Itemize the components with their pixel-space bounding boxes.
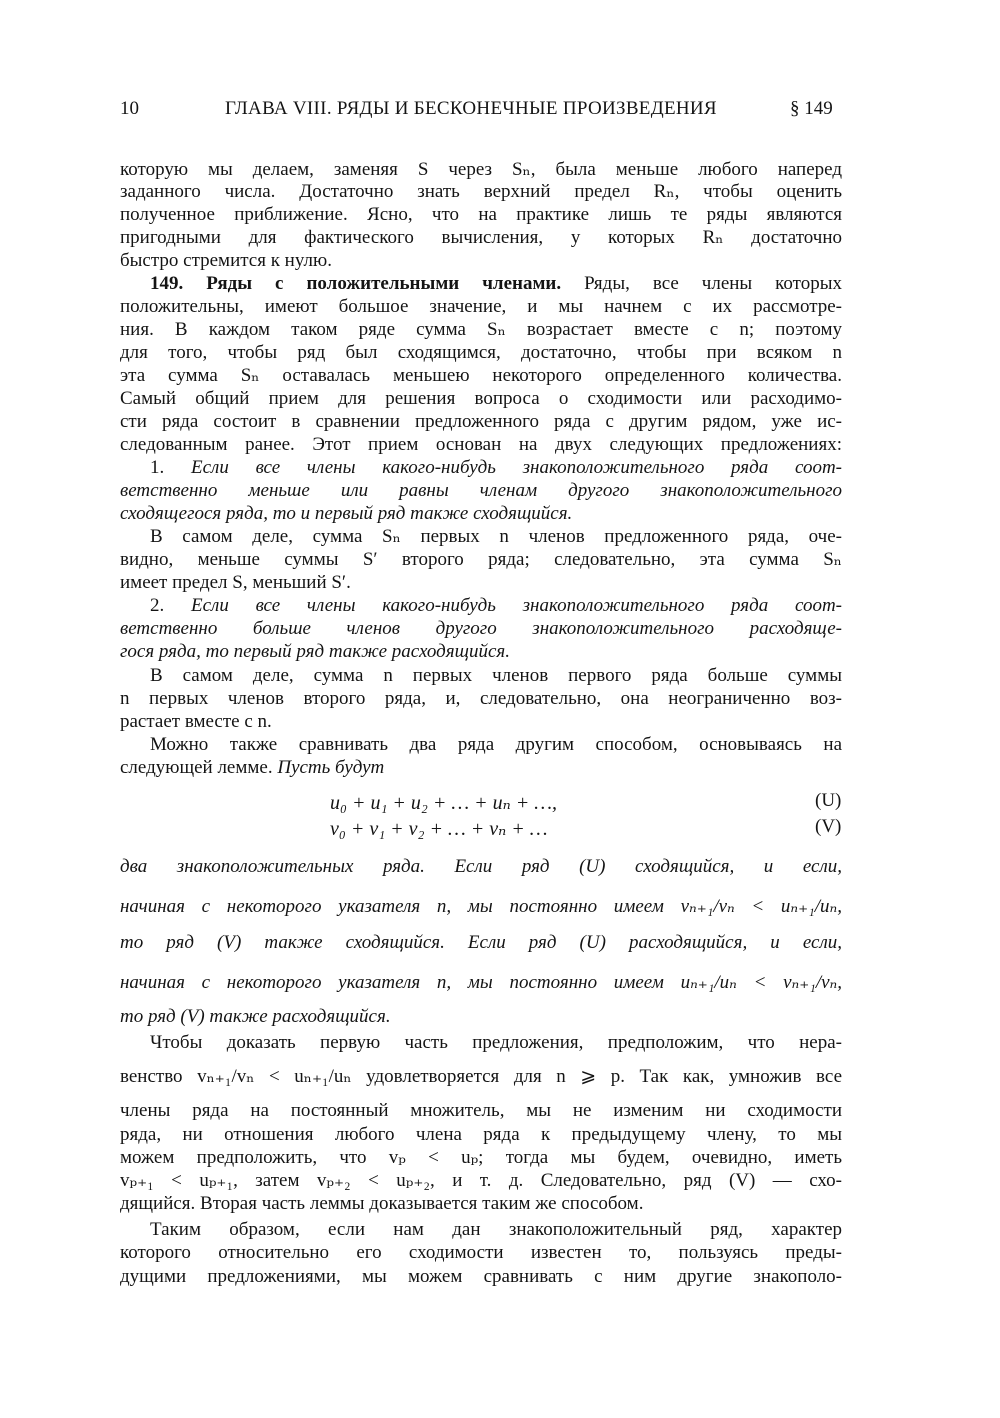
text-segment: видно, меньше суммы S′ второго ряда; следовательно, эта сумма Sₙ xyxy=(120,549,842,570)
italic-text: сходящегося ряда, то и первый ряд также сходящийся. xyxy=(120,503,573,524)
page-number: 10 xyxy=(120,98,139,119)
italic-text: гося ряда, то первый ряд также расходящийся. xyxy=(120,641,510,662)
text-segment: заданного числа. Достаточно знать верхний предел Rₙ, чтобы оценить xyxy=(120,181,842,202)
text-segment: пригодными для фактического вычисления, у которых Rₙ достаточно xyxy=(120,227,842,248)
text-segment: ряда, ни отношения любого члена ряда к предыдущему члену, то мы xyxy=(120,1124,842,1145)
italic-text: начиная с некоторого указателя n, мы постоянно имеем vₙ₊₁/vₙ < uₙ₊₁/uₙ, xyxy=(120,896,842,917)
text-line xyxy=(150,1030,842,1056)
equation-label-v: (V) xyxy=(815,816,842,837)
text-segment: следующей лемме. xyxy=(120,757,278,778)
text-segment: эта сумма Sₙ оставалась меньшею некоторого определенного количества. xyxy=(120,365,842,386)
chapter-title: ГЛАВА VIII. РЯДЫ И БЕСКОНЕЧНЫЕ ПРОИЗВЕДЕНИЯ xyxy=(225,98,717,119)
text-segment: можем предположить, что vₚ < uₚ; тогда мы будем, очевидно, иметь xyxy=(120,1147,842,1168)
text-segment: дущими предложениями, мы можем сравнивать с ним другие знакополо- xyxy=(120,1266,842,1287)
text-segment: Таким образом, если нам дан знакоположительный ряд, характер xyxy=(150,1219,842,1240)
text-segment: Чтобы доказать первую часть предложения, предположим, что нера- xyxy=(150,1032,842,1053)
italic-text: два знакоположительных ряда. Если ряд (U) сходящийся, и если, xyxy=(120,856,842,877)
equation-label-u: (U) xyxy=(815,790,842,811)
text-line xyxy=(120,894,842,920)
text-segment: следованным ранее. Этот прием основан на двух следующих предложениях: xyxy=(120,434,842,455)
text-segment: Ряды, все члены которых xyxy=(561,273,842,294)
text-segment: которого относительно его сходимости известен то, пользуясь преды- xyxy=(120,1242,842,1263)
italic-text: то ряд (V) также сходящийся. Если ряд (U) расходящийся, и если, xyxy=(120,932,842,953)
equation-u: u₀ + u₁ + u₂ + … + uₙ + …, xyxy=(330,792,558,814)
text-segment: В самом деле, сумма Sₙ первых n членов предложенного ряда, оче- xyxy=(150,526,842,547)
text-segment: растает вместе с n. xyxy=(120,711,272,732)
text-line xyxy=(120,854,842,880)
text-line xyxy=(120,1004,842,1030)
italic-text: начиная с некоторого указателя n, мы постоянно имеем uₙ₊₁/uₙ < vₙ₊₁/vₙ, xyxy=(120,972,842,993)
italic-text: Пусть будут xyxy=(277,757,385,778)
text-segment: члены ряда на постоянный множитель, мы не изменим ни сходимости xyxy=(120,1100,842,1121)
italic-text: Если все члены какого-нибудь знакоположительного ряда соот- xyxy=(191,457,843,478)
text-line xyxy=(120,930,842,956)
section-number: § 149 xyxy=(790,98,833,119)
text-line xyxy=(120,755,842,781)
text-line xyxy=(120,639,842,665)
text-segment: 1. xyxy=(150,457,191,478)
text-segment: n первых членов второго ряда, и, следовательно, она неограниченно воз- xyxy=(120,688,842,709)
text-segment: быстро стремится к нулю. xyxy=(120,250,332,271)
text-line xyxy=(120,970,842,996)
text-segment: которую мы делаем, заменяя S через Sₙ, была меньше любого наперед xyxy=(120,159,842,180)
text-line xyxy=(120,1240,842,1266)
text-segment: для того, чтобы ряд был сходящимся, достаточно, чтобы при всяком n xyxy=(120,342,842,363)
text-line xyxy=(120,1264,842,1290)
text-segment: положительны, имеют большое значение, и мы начнем с их рассмотре- xyxy=(120,296,842,317)
text-line xyxy=(120,1064,842,1090)
text-segment: 2. xyxy=(150,595,191,616)
equation-v: v₀ + v₁ + v₂ + … + vₙ + … xyxy=(330,818,548,840)
text-segment: имеет предел S, меньший S′. xyxy=(120,572,351,593)
text-segment: венство vₙ₊₁/vₙ < uₙ₊₁/uₙ удовлетворяется для n ⩾ p. Так как, умножив все xyxy=(120,1066,842,1087)
text-line xyxy=(120,1191,842,1217)
text-segment: полученное приближение. Ясно, что на практике лишь те ряды являются xyxy=(120,204,842,225)
text-segment: ния. В каждом таком ряде сумма Sₙ возрастает вместе с n; поэтому xyxy=(120,319,842,340)
text-line xyxy=(120,1098,842,1124)
italic-text: то ряд (V) также расходящийся. xyxy=(120,1006,391,1027)
text-segment: дящийся. Вторая часть леммы доказывается таким же способом. xyxy=(120,1193,644,1214)
section-heading: 149. Ряды с положительными членами. xyxy=(150,273,562,294)
text-segment: Самый общий прием для решения вопроса о сходимости или расходимо- xyxy=(120,388,842,409)
text-segment: В самом деле, сумма n первых членов первого ряда больше суммы xyxy=(150,665,842,686)
text-segment: vₚ₊₁ < uₚ₊₁, затем vₚ₊₂ < uₚ₊₂, и т. д. Следовательно, ряд (V) — схо- xyxy=(120,1170,842,1191)
italic-text: ветственно больше членов другого знакоположительного расходяще- xyxy=(120,618,842,639)
text-segment: сти ряда состоит в сравнении предложенного ряда с другим рядом, уже ис- xyxy=(120,411,842,432)
italic-text: ветственно меньше или равны членам другого знакоположительного xyxy=(120,480,842,501)
text-segment: Можно также сравнивать два ряда другим способом, основываясь на xyxy=(150,734,842,755)
italic-text: Если все члены какого-нибудь знакоположительного ряда соот- xyxy=(191,595,843,616)
